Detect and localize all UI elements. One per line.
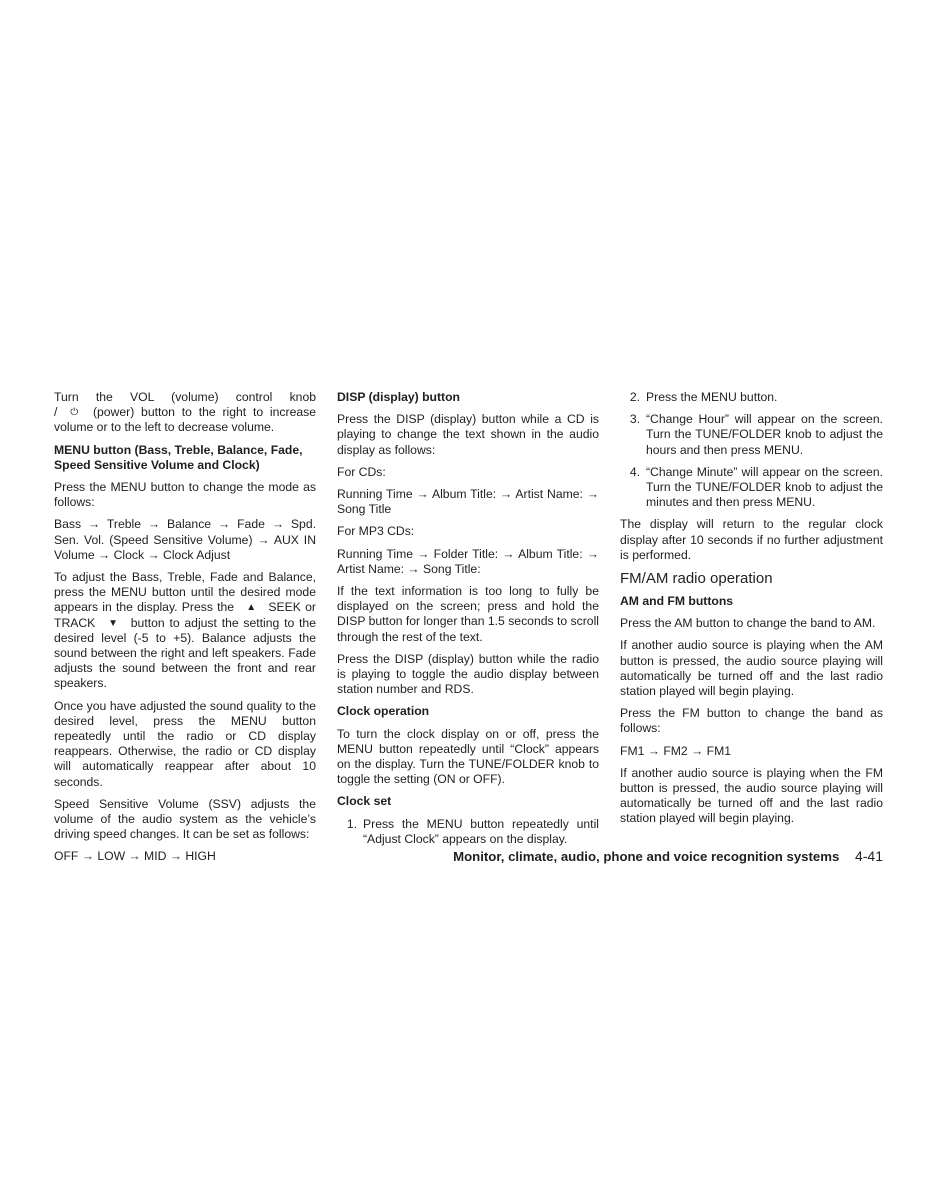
step-number: 1. — [346, 816, 357, 831]
intro-paragraph: / ⏻ (power) button to the right to increase volume or to the left to decrease volume. — [54, 405, 317, 435]
cd-sequence: Running Time → Album Title: → Artist Name: → Song Title — [337, 487, 599, 517]
menu-sequence: Bass → Treble → Balance → Fade → Spd. Sen. Vol. (Speed Sensitive Volume) → AUX IN Volume → Clock → Clock Adjust — [54, 517, 316, 562]
page-number: 4-41 — [854, 848, 883, 864]
column-1 — [54, 390, 316, 872]
step-number: 2. — [629, 390, 640, 404]
page-footer — [380, 848, 883, 864]
for-cds-label: For CDs: — [337, 464, 386, 479]
list-item — [620, 465, 883, 511]
menu-paragraph: Press the MENU button to change the mode as follows: — [54, 480, 316, 510]
mp3-sequence: Running Time → Folder Title: → Album Title: → Artist Name: → Song Title: — [337, 546, 599, 576]
radio-paragraph: Press the DISP (display) button while the radio is playing to toggle the audio display between station number and RDS. — [337, 651, 599, 697]
menu-heading: MENU button (Bass, Treble, Balance, Fade, Speed Sensitive Volume and Clock) — [54, 442, 303, 472]
fm-other-paragraph: If another audio source is playing when the FM button is pressed, the audio source playing will automatically be turned off and the last radio station played will begin playing. — [620, 765, 883, 826]
ssv-paragraph: Speed Sensitive Volume (SSV) adjusts the volume of the audio system as the vehicle’s driving speed changes. It can be set as follows: — [54, 796, 316, 842]
am-paragraph: Press the AM button to change the band to AM. — [620, 616, 876, 631]
column-3 — [620, 390, 883, 834]
power-icon: ⏻ — [70, 407, 79, 419]
am-other-paragraph: If another audio source is playing when the AM button is pressed, the audio source playing will automatically be turned off and the last radio station played will begin playing. — [620, 638, 883, 699]
list-item — [620, 390, 883, 405]
step-text: Press the MENU button repeatedly until “Adjust Clock” appears on the display. — [363, 816, 599, 846]
section-heading: FM/AM radio operation — [620, 570, 773, 588]
step-text: Press the MENU button. — [646, 390, 778, 404]
return-paragraph: The display will return to the regular clock display after 10 seconds if no further adjustment is performed. — [620, 517, 883, 562]
once-paragraph: Once you have adjusted the sound quality to the desired level, press the MENU button repeatedly until the radio or CD display reappears. Otherwise, the radio or CD display will automatically reappear after about 10 seconds. — [54, 698, 316, 789]
disp-heading: DISP (display) button — [337, 390, 461, 404]
am-fm-heading: AM and FM buttons — [620, 594, 734, 609]
clock-operation-heading: Clock operation — [337, 704, 430, 719]
step-text: “Change Minute” will appear on the screen. Turn the TUNE/FOLDER knob to adjust the minutes and then press MENU. — [646, 464, 883, 510]
list-item — [620, 412, 883, 458]
fm-paragraph: Press the FM button to change the band as follows: — [620, 706, 883, 736]
down-arrow-icon: ▼ — [108, 617, 118, 629]
disp-paragraph: Press the DISP (display) button while a CD is playing to change the text shown in the audio display as follows: — [337, 412, 599, 457]
column-2 — [337, 390, 599, 854]
step-text: “Change Hour” will appear on the screen. Turn the TUNE/FOLDER knob to adjust the hours and then press MENU. — [646, 412, 883, 457]
intro-line-1: Turn the VOL (volume) control knob — [54, 390, 316, 404]
ssv-sequence: OFF → LOW → MID → HIGH — [54, 849, 216, 864]
fm-sequence: FM1 → FM2 → FM1 — [620, 743, 732, 758]
list-item — [337, 817, 599, 847]
up-arrow-icon: ▲ — [246, 602, 257, 614]
clock-set-heading: Clock set — [337, 794, 392, 809]
text-paragraph: If the text information is too long to fully be displayed on the screen; press and hold the DISP button for longer than 1.5 seconds to scroll through the rest of the text. — [337, 584, 599, 644]
for-mp3-label: For MP3 CDs: — [337, 524, 415, 539]
footer-section-title: Monitor, climate, audio, phone and voice recognition systems — [453, 849, 840, 864]
step-number: 3. — [629, 412, 640, 427]
clock-operation-paragraph: To turn the clock display on or off, press the MENU button repeatedly until “Clock” appears on the display. Turn the TUNE/FOLDER knob to toggle the setting (ON or OFF). — [337, 726, 599, 787]
step-number: 4. — [629, 464, 640, 479]
adjust-paragraph: To adjust the Bass, Treble, Fade and Balance, press the MENU button until the desired mode appears in the display. Press the ▲ SEEK or TRACK ▼ button to adjust the setting to the desired level (-5 to +5). Balance adjusts the sound between the right and left speakers. Fade adjusts the sound between the front and rear speakers. — [54, 570, 316, 691]
